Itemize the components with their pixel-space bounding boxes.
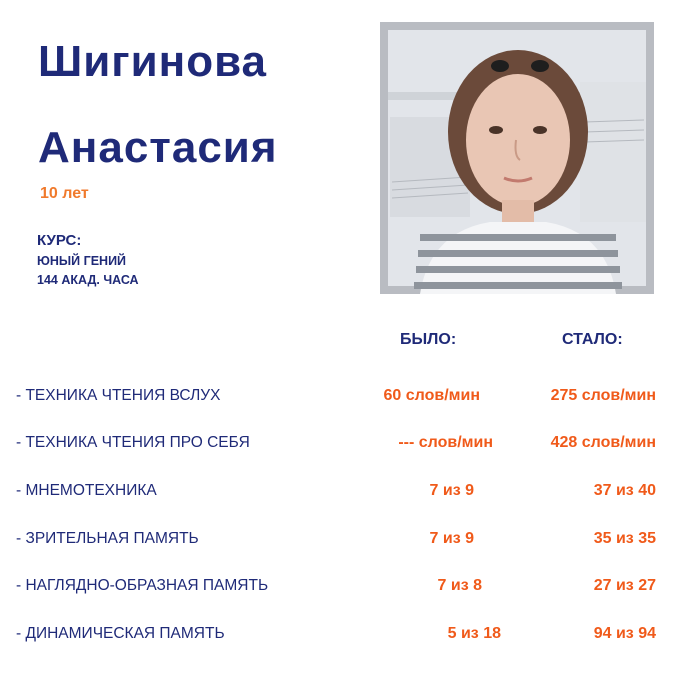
course-label: КУРС: <box>37 232 82 249</box>
after-header: СТАЛО: <box>562 331 623 348</box>
after-value: 37 из 40 <box>593 482 656 499</box>
before-value: 7 из 8 <box>437 577 482 594</box>
before-value: 5 из 18 <box>447 625 501 642</box>
row-label-dynamic-memory: - ДИНАМИЧЕСКАЯ ПАМЯТЬ <box>16 625 225 642</box>
surname-title: Шигинова <box>38 37 268 86</box>
before-header: БЫЛО: <box>400 331 457 348</box>
row-label-reading-aloud: - ТЕХНИКА ЧТЕНИЯ ВСЛУХ <box>16 387 221 404</box>
student-photo <box>380 22 654 294</box>
row-label-visual-memory: - ЗРИТЕЛЬНАЯ ПАМЯТЬ <box>16 530 199 547</box>
before-value: 60 слов/мин <box>383 387 480 404</box>
after-value: 275 слов/мин <box>550 387 656 404</box>
course-name: ЮНЫЙ ГЕНИЙ <box>37 254 127 268</box>
after-value: 428 слов/мин <box>550 434 656 451</box>
before-value: --- слов/мин <box>398 434 493 451</box>
after-value: 35 из 35 <box>593 530 656 547</box>
course-hours: 144 АКАД. ЧАСА <box>37 273 139 287</box>
after-value: 27 из 27 <box>593 577 656 594</box>
before-value: 7 из 9 <box>429 530 474 547</box>
firstname-title: Анастасия <box>38 123 278 172</box>
row-label-mnemonics: - МНЕМОТЕХНИКА <box>16 482 157 499</box>
before-value: 7 из 9 <box>429 482 474 499</box>
age-label: 10 лет <box>40 185 89 202</box>
row-label-figurative-memory: - НАГЛЯДНО-ОБРАЗНАЯ ПАМЯТЬ <box>16 577 269 594</box>
row-label-reading-silent: - ТЕХНИКА ЧТЕНИЯ ПРО СЕБЯ <box>16 434 250 451</box>
after-value: 94 из 94 <box>593 625 656 642</box>
